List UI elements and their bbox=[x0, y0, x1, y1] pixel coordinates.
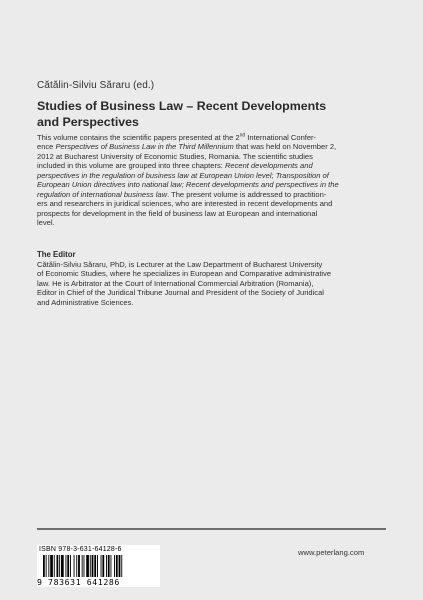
chapter-list: Recent developments and bbox=[224, 161, 313, 171]
barcode-bar bbox=[46, 555, 47, 577]
bio-line: Cătălin-Silviu Săraru, PhD, is Lecturer at the Law Department of Bucharest University bbox=[37, 260, 323, 269]
barcode-digits: 9 783631 641286 bbox=[37, 577, 120, 587]
barcode-bar bbox=[74, 555, 75, 577]
barcode-bars bbox=[43, 555, 155, 577]
footer-divider bbox=[37, 528, 386, 530]
desc-text: prospects for development in the field of business law at European and international bbox=[37, 208, 318, 218]
barcode-bar bbox=[90, 555, 91, 577]
barcode-bar bbox=[57, 555, 59, 577]
desc-text: 2012 at Bucharest University of Economic Studies, Romania. The scientific studies bbox=[37, 151, 313, 161]
barcode-bar bbox=[76, 555, 77, 577]
barcode-bar bbox=[59, 555, 60, 577]
barcode-bar bbox=[78, 555, 80, 577]
conference-name: Perspectives of Business Law in the Third Millennium bbox=[55, 142, 234, 152]
desc-text: This volume contains the scientific papers presented at the 2 bbox=[37, 133, 240, 142]
barcode-bar bbox=[116, 555, 118, 577]
barcode-bar bbox=[111, 555, 112, 577]
barcode-bar bbox=[121, 555, 122, 577]
book-title-line-2: and Perspectives bbox=[37, 115, 139, 129]
desc-text: included in this volume are grouped into three chapters: bbox=[37, 161, 225, 171]
barcode-bar bbox=[108, 555, 110, 577]
bio-line: of Economic Studies, where he specializes in European and Comparative administrative bbox=[37, 269, 332, 279]
barcode-bar bbox=[66, 555, 67, 577]
barcode-bar bbox=[67, 555, 69, 577]
isbn-label: ISBN 978-3-631-64128-6 bbox=[39, 546, 122, 553]
book-title bbox=[37, 98, 377, 130]
description-paragraph bbox=[37, 133, 389, 228]
bio-line: law. He is Arbitrator at the Court of International Commercial Arbitration (Romania), bbox=[37, 278, 314, 288]
editor-credit: Cătălin-Silviu Săraru (ed.) bbox=[37, 80, 155, 91]
barcode-bar bbox=[119, 555, 121, 577]
barcode bbox=[37, 545, 160, 587]
desc-sup: nd bbox=[239, 132, 246, 139]
barcode-bar bbox=[54, 555, 55, 577]
barcode-bar bbox=[114, 555, 115, 577]
chapter-list: European Union directives into national law; Recent developments and perspectives in the bbox=[37, 180, 339, 190]
book-title-line-1: Studies of Business Law – Recent Developments bbox=[37, 99, 327, 113]
barcode-bar bbox=[101, 555, 102, 577]
editor-bio bbox=[37, 260, 389, 307]
bio-line: and Administrative Sciences. bbox=[37, 297, 134, 307]
barcode-bar bbox=[84, 555, 85, 577]
desc-text: . The present volume is addressed to practition- bbox=[167, 189, 327, 199]
barcode-bar bbox=[94, 555, 96, 577]
barcode-bar bbox=[86, 555, 89, 577]
barcode-bar bbox=[97, 555, 98, 577]
barcode-bar bbox=[50, 555, 53, 577]
barcode-bar bbox=[43, 555, 45, 577]
publisher-website: www.peterlang.com bbox=[298, 548, 365, 557]
barcode-bar bbox=[106, 555, 107, 577]
chapter-list: perspectives in the regulation of business law at European Union level; Transposition of bbox=[37, 170, 329, 180]
barcode-bar bbox=[70, 555, 71, 577]
editor-heading: The Editor bbox=[37, 250, 76, 259]
barcode-bar bbox=[48, 555, 49, 577]
desc-text: International Confer- bbox=[245, 133, 317, 142]
desc-text: that was held on November 2, bbox=[233, 142, 337, 152]
desc-text: ence bbox=[37, 142, 56, 152]
barcode-bar bbox=[61, 555, 64, 577]
chapter-list: regulation of international business law bbox=[37, 189, 168, 199]
desc-text: level. bbox=[37, 218, 55, 228]
bio-line: Editor in Chief of the Juridical Tribune Journal and President of the Society of Juridical bbox=[37, 288, 324, 298]
barcode-bar bbox=[92, 555, 94, 577]
desc-text: ers and researchers in juridical sciences, who are interested in recent developments and bbox=[37, 199, 333, 209]
barcode-bar bbox=[102, 555, 104, 577]
barcode-bar bbox=[82, 555, 83, 577]
